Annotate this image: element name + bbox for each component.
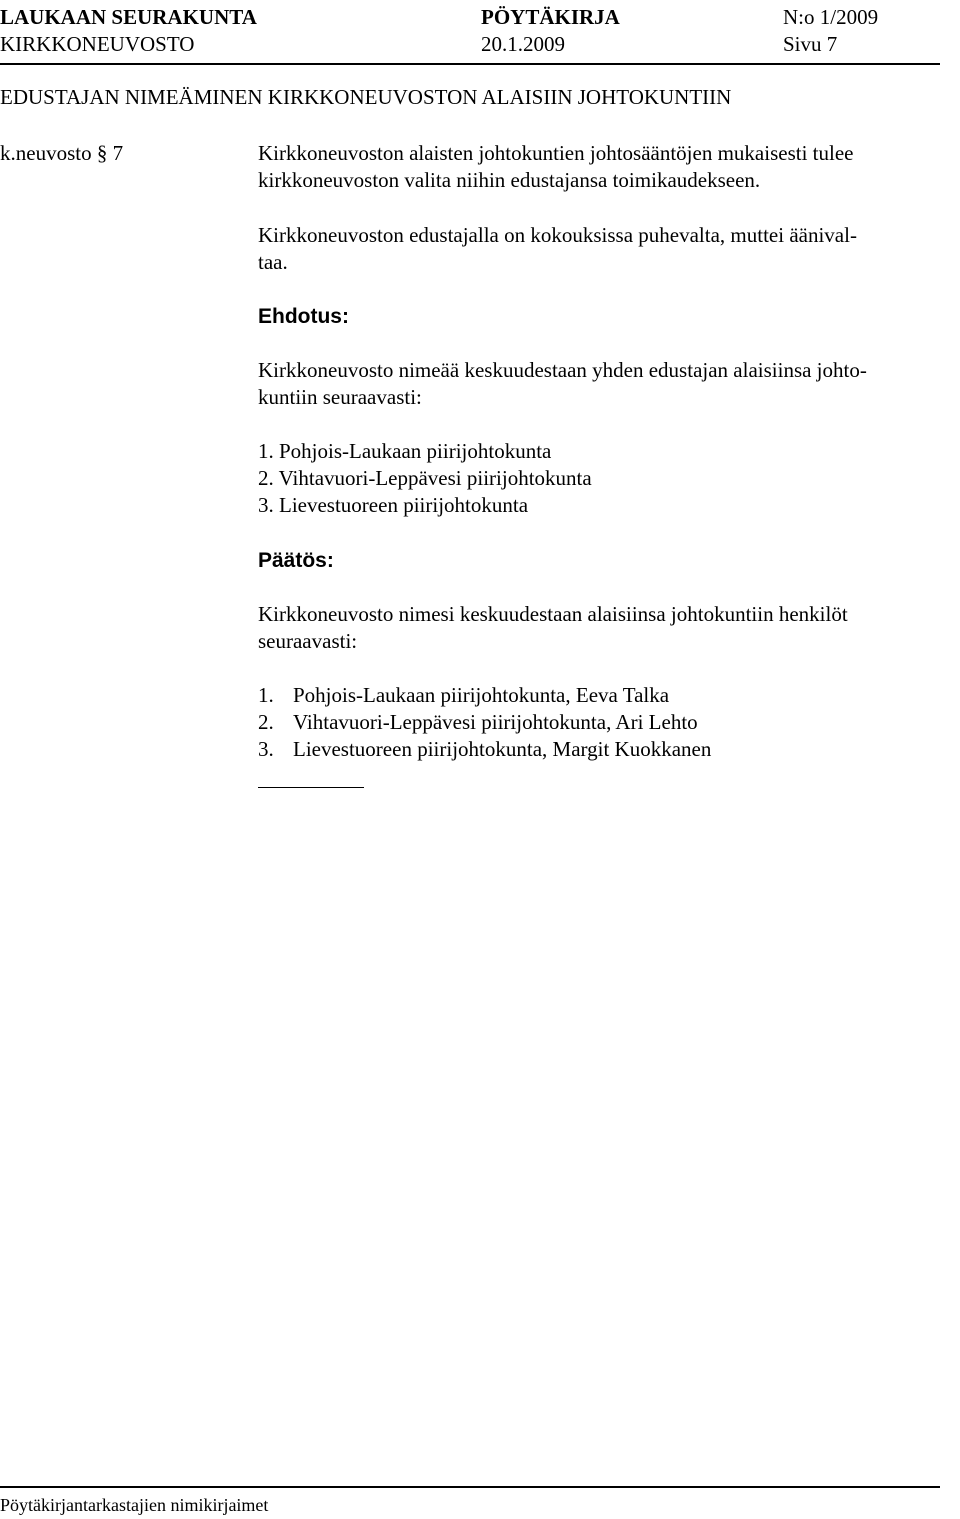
decision-heading: Päätös: xyxy=(258,549,334,572)
section-end-rule xyxy=(258,787,364,788)
decision-item-text: Lievestuoreen piirijohtokunta, Margit Kuokkanen xyxy=(293,737,712,761)
decision-item-text: Pohjois-Laukaan piirijohtokunta, Eeva Talka xyxy=(293,683,670,707)
header-doc-number: N:o 1/2009 xyxy=(783,5,879,29)
footer-signature-label: Pöytäkirjantarkastajien nimikirjaimet xyxy=(0,1495,269,1515)
decision-item-number: 3. xyxy=(258,737,274,761)
decision-item-number: 2. xyxy=(258,710,274,734)
rights-line-2: taa. xyxy=(258,250,288,274)
proposal-line-2: kuntiin seuraavasti: xyxy=(258,385,422,409)
decision-item-text: Vihtavuori-Leppävesi piirijohtokunta, Ari Lehto xyxy=(293,710,698,734)
header-page: Sivu 7 xyxy=(783,32,838,56)
header-org: LAUKAAN SEURAKUNTA xyxy=(0,5,257,29)
proposal-item-2: 2. Vihtavuori-Leppävesi piirijohtokunta xyxy=(258,466,592,490)
header-doc-type: PÖYTÄKIRJA xyxy=(481,5,620,29)
proposal-line-1: Kirkkoneuvosto nimeää keskuudestaan yhden edustajan alaisiinsa johto- xyxy=(258,358,867,382)
proposal-heading: Ehdotus: xyxy=(258,305,349,328)
decision-item-3 xyxy=(258,736,711,763)
intro-line-1: Kirkkoneuvoston alaisten johtokuntien johtosääntöjen mukaisesti tulee xyxy=(258,141,854,165)
rights-line-1: Kirkkoneuvoston edustajalla on kokouksissa puhevalta, muttei äänival- xyxy=(258,223,857,247)
decision-item-1 xyxy=(258,682,669,709)
decision-line-1: Kirkkoneuvosto nimesi keskuudestaan alaisiinsa johtokuntiin henkilöt xyxy=(258,602,848,626)
decision-line-2: seuraavasti: xyxy=(258,629,358,653)
section-reference: k.neuvosto § 7 xyxy=(0,141,124,165)
header-divider xyxy=(0,63,940,65)
proposal-item-3: 3. Lievestuoreen piirijohtokunta xyxy=(258,493,529,517)
decision-item-2 xyxy=(258,709,698,736)
header-date: 20.1.2009 xyxy=(481,32,565,56)
intro-line-2: kirkkoneuvoston valita niihin edustajansa toimikaudekseen. xyxy=(258,168,761,192)
decision-item-number: 1. xyxy=(258,683,274,707)
footer-divider xyxy=(0,1486,940,1488)
header-body-name: KIRKKONEUVOSTO xyxy=(0,32,195,56)
proposal-item-1: 1. Pohjois-Laukaan piirijohtokunta xyxy=(258,439,552,463)
document-title: EDUSTAJAN NIMEÄMINEN KIRKKONEUVOSTON ALAISIIN JOHTOKUNTIIN xyxy=(0,85,732,109)
